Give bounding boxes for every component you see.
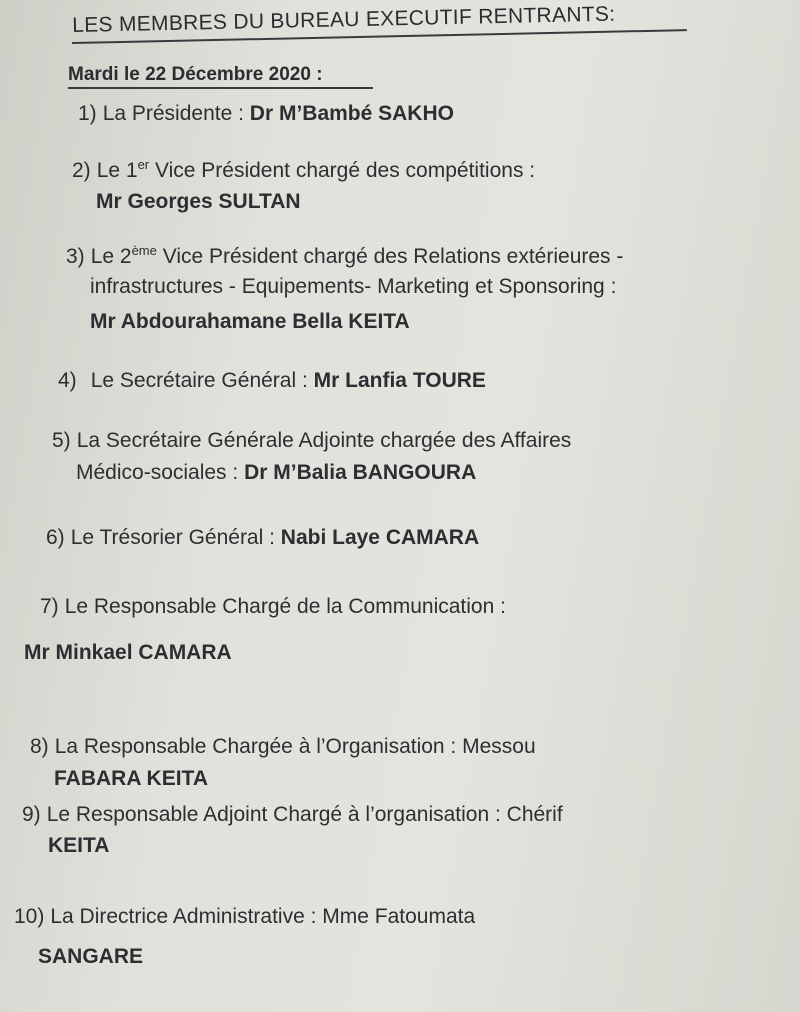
member-role: Le Responsable Adjoint Chargé à l’organisation : Chérif <box>46 803 563 826</box>
member-item-6: 6) Le Trésorier Général : Nabi Laye CAMARA <box>46 526 480 549</box>
member-role: Le Secrétaire Général : <box>90 369 314 392</box>
member-role-line2-3: infrastructures - Equipements- Marketing et Sponsoring : <box>90 275 617 298</box>
member-role: Le Responsable Chargé de la Communication : <box>64 595 506 618</box>
member-role: Le 2ème Vice Président chargé des Relations extérieures - <box>90 243 624 268</box>
member-role: La Secrétaire Générale Adjointe chargée des Affaires <box>76 429 572 452</box>
member-name-9: KEITA <box>48 834 110 857</box>
member-name-8: FABARA KEITA <box>54 767 208 790</box>
member-item-4: 4) Le Secrétaire Général : Mr Lanfia TOURE <box>58 369 486 392</box>
date-underline <box>68 87 373 89</box>
member-name-2: Mr Georges SULTAN <box>96 190 301 213</box>
member-item-1: 1) La Présidente : Dr M’Bambé SAKHO <box>78 102 454 125</box>
member-role: La Présidente : <box>102 102 250 125</box>
document-title: LES MEMBRES DU BUREAU EXECUTIF RENTRANTS: <box>72 2 616 37</box>
member-role: Le Trésorier Général : <box>70 526 281 549</box>
member-name: Mr Lanfia TOURE <box>313 369 486 392</box>
member-item-8: 8) La Responsable Chargée à l’Organisation : Messou <box>30 735 536 758</box>
member-item-2: 2) Le 1er Vice Président chargé des compétitions : <box>72 157 536 182</box>
document-date: Mardi le 22 Décembre 2020 : <box>68 64 323 85</box>
member-role-line2-5: Médico-sociales : Dr M’Balia BANGOURA <box>76 461 477 484</box>
member-name: Nabi Laye CAMARA <box>280 526 480 549</box>
member-item-5: 5) La Secrétaire Générale Adjointe chargée des Affaires <box>52 429 572 452</box>
member-item-10: 10) La Directrice Administrative : Mme Fatoumata <box>14 905 476 928</box>
member-name: Dr M’Balia BANGOURA <box>244 461 477 484</box>
member-role: La Directrice Administrative : Mme Fatoumata <box>50 905 476 928</box>
member-item-9: 9) Le Responsable Adjoint Chargé à l’organisation : Chérif <box>22 803 563 826</box>
member-name-10: SANGARE <box>38 945 144 968</box>
member-name-7: Mr Minkael CAMARA <box>24 641 232 664</box>
member-role: Le 1er Vice Président chargé des compétitions : <box>96 157 536 182</box>
member-item-3: 3) Le 2ème Vice Président chargé des Relations extérieures - <box>66 243 624 268</box>
member-name-3: Mr Abdourahamane Bella KEITA <box>90 310 410 333</box>
member-name: Dr M’Bambé SAKHO <box>249 102 454 125</box>
member-item-7: 7) Le Responsable Chargé de la Communication : <box>40 595 506 618</box>
member-role: La Responsable Chargée à l’Organisation : Messou <box>54 735 536 758</box>
